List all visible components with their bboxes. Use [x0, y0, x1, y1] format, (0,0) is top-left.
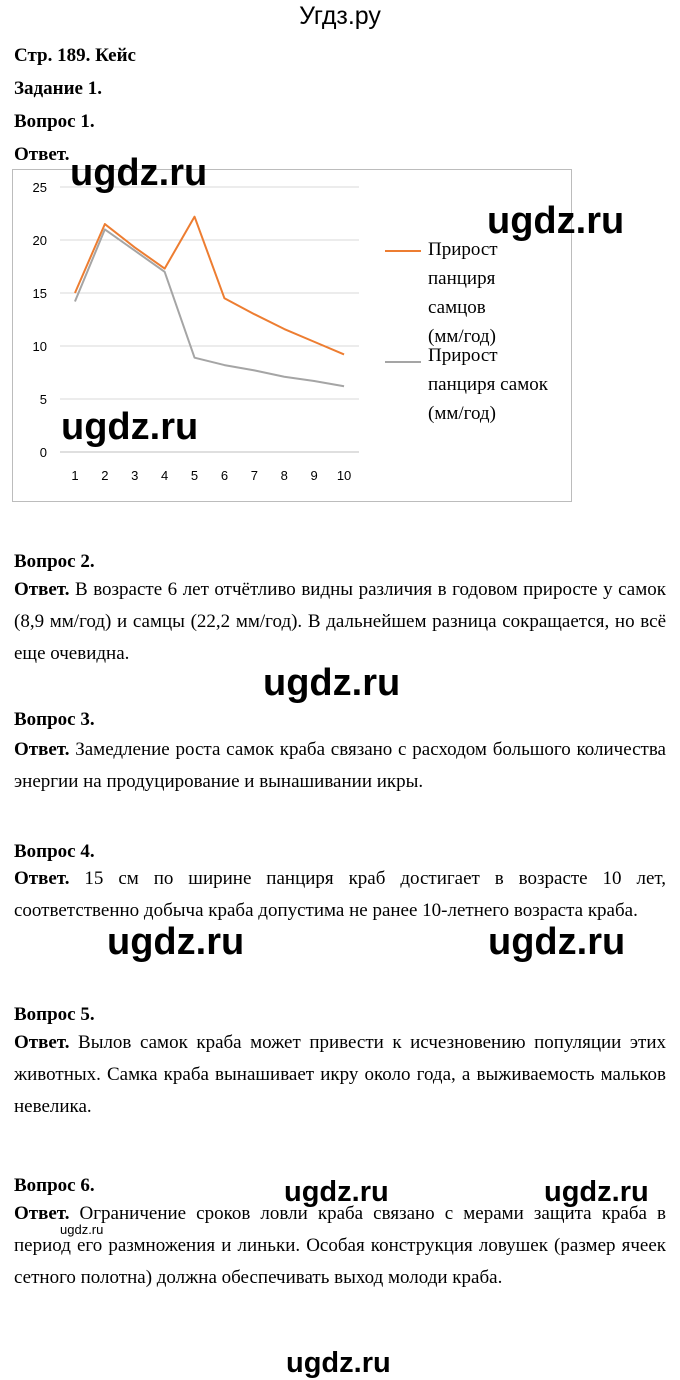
x-tick-label: 7 [250, 468, 258, 483]
question-2-heading: Вопрос 2. [14, 551, 95, 572]
watermark: ugdz.ru [263, 662, 401, 704]
watermark: ugdz.ru [107, 921, 245, 963]
y-tick-label: 5 [39, 392, 47, 407]
legend-males-line-3: самцов [428, 297, 486, 318]
x-tick-label: 3 [131, 468, 139, 483]
y-tick-label: 25 [32, 180, 47, 195]
answer-4-label: Ответ. [14, 868, 70, 889]
legend-males-line-4: (мм/год) [428, 326, 496, 347]
watermark: ugdz.ru [60, 1222, 104, 1237]
y-tick-label: 10 [32, 339, 47, 354]
answer-6-text: Ограничение сроков ловли краба связано с мерами защита краба в период его размножения и линьки. Особая конструкция ловушек (размер ячеек сетного полотна) должна обеспечивать выход молоди краба. [14, 1203, 667, 1288]
answer-3 [14, 734, 666, 798]
answer-2-label: Ответ. [14, 579, 70, 600]
answer-3-text: Замедление роста самок краба связано с расходом большого количества энергии на продуцирование и вынашивании икры. [14, 739, 666, 792]
watermark: ugdz.ru [544, 1176, 649, 1208]
x-tick-label: 8 [280, 468, 288, 483]
x-tick-label: 9 [310, 468, 318, 483]
legend-label-males [428, 238, 498, 349]
x-tick-label: 1 [71, 468, 79, 483]
question-3-heading: Вопрос 3. [14, 709, 95, 730]
x-tick-label: 10 [336, 468, 352, 483]
question-5-heading: Вопрос 5. [14, 1004, 95, 1025]
watermark: ugdz.ru [70, 152, 208, 194]
legend-label-females [428, 344, 548, 426]
answer-6-label: Ответ. [14, 1203, 70, 1224]
legend-line-females [385, 361, 421, 363]
watermark: ugdz.ru [487, 200, 625, 242]
question-1-heading: Вопрос 1. [14, 111, 95, 132]
task-heading: Задание 1. [14, 78, 102, 99]
site-title: Угдз.ру [299, 2, 381, 30]
answer-5 [14, 1027, 666, 1123]
legend-line-males [385, 250, 421, 252]
answer-3-label: Ответ. [14, 739, 70, 760]
answer-1-label: Ответ. [14, 144, 70, 165]
answer-2 [14, 574, 666, 670]
y-tick-label: 0 [39, 445, 47, 460]
legend-females-line-3: (мм/год) [428, 403, 496, 424]
question-4-heading: Вопрос 4. [14, 841, 95, 862]
y-tick-label: 20 [32, 233, 47, 248]
answer-4-text: 15 см по ширине панциря краб достигает в возрасте 10 лет, соответственно добыча краба допустима не ранее 10-летнего возраста краба. [14, 868, 667, 921]
answer-5-label: Ответ. [14, 1032, 70, 1053]
watermark: ugdz.ru [286, 1347, 391, 1379]
answer-5-text: Вылов самок краба может привести к исчезновению популяции этих животных. Самка краба вынашивает икру около года, а выживаемость мальков невелика. [14, 1032, 667, 1117]
answer-6 [14, 1198, 666, 1294]
watermark: ugdz.ru [488, 921, 626, 963]
x-tick-label: 4 [161, 468, 169, 483]
x-tick-label: 6 [220, 468, 229, 483]
answer-2-text: В возрасте 6 лет отчётливо видны различия в годовом приросте у самок (8,9 мм/год) и самцы (22,2 мм/год). В дальнейшем разница сокращается, но всё еще очевидна. [14, 579, 666, 664]
page-heading: Стр. 189. Кейс [14, 45, 136, 66]
question-6-heading: Вопрос 6. [14, 1175, 95, 1196]
legend-females-line-2: панциря самок [428, 374, 548, 395]
answer-4 [14, 863, 666, 927]
watermark: ugdz.ru [61, 406, 199, 448]
legend-males-line-1: Прирост [428, 239, 498, 260]
watermark: ugdz.ru [284, 1176, 389, 1208]
x-tick-label: 5 [190, 468, 199, 483]
x-tick-label: 2 [101, 468, 109, 483]
y-tick-label: 15 [32, 286, 47, 301]
series-line-females [75, 229, 344, 386]
legend-males-line-2: панциря [428, 268, 496, 289]
legend-females-line-1: Прирост [428, 345, 498, 366]
